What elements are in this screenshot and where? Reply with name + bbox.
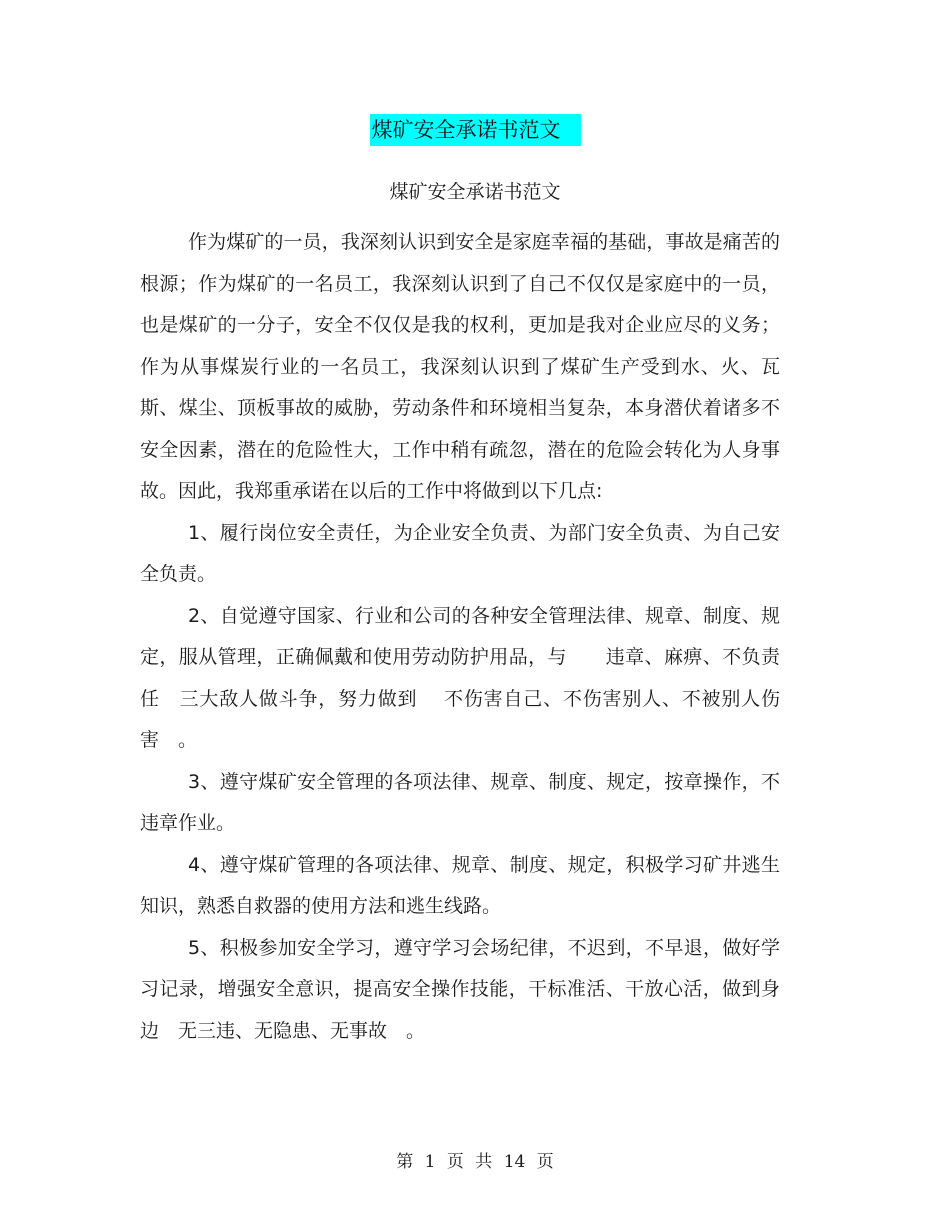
intro-paragraph: 作为煤矿的一员，我深刻认识到安全是家庭幸福的基础，事故是痛苦的根源；作为煤矿的一名员工，我深刻认识到了自己不仅仅是家庭中的一员，也是煤矿的一分子，安全不仅仅是我的权利，更加是我对企业应尽的义务；作为从事煤炭行业的一名员工，我深刻认识到了煤矿生产受到水、火、瓦斯、煤尘、顶板事故的威胁，劳动条件和环境相当复杂，本身潜伏着诸多不安全因素，潜在的危险性大，工作中稍有疏忽，潜在的危险会转化为人身事故。因此，我郑重承诺在以后的工作中将做到以下几点: xyxy=(140,231,780,502)
commitment-item-5: 5、积极参加安全学习，遵守学习会场纪律，不迟到，不早退，做好学习记录，增强安全意识，提高安全操作技能，干标准活、干放心活，做到身边 无三违、无隐患、无事故 。 xyxy=(140,936,780,1042)
commitment-item-4: 4、遵守煤矿管理的各项法律、规章、制度、规定，积极学习矿井逃生知识，熟悉自救器的使用方法和逃生线路。 xyxy=(140,853,780,917)
commitment-item-3: 3、遵守煤矿安全管理的各项法律、规章、制度、规定，按章操作，不违章作业。 xyxy=(140,770,780,834)
commitment-item-1: 1、履行岗位安全责任，为企业安全负责、为部门安全负责、为自己安全负责。 xyxy=(140,521,780,585)
document-subtitle: 煤矿安全承诺书范文 xyxy=(389,181,561,203)
document-body xyxy=(140,222,780,1052)
title-wrapper xyxy=(0,114,950,146)
commitment-item-2: 2、自觉遵守国家、行业和公司的各种安全管理法律、规章、制度、规定，服从管理，正确佩戴和使用劳动防护用品，与 违章、麻痹、不负责任 三大敌人做斗争，努力做到 不伤害自己、不伤害别人、不被别人伤害 。 xyxy=(140,604,780,751)
page-footer: 第 1 页 共 14 页 xyxy=(396,1152,554,1172)
document-title: 煤矿安全承诺书范文 xyxy=(370,114,581,146)
